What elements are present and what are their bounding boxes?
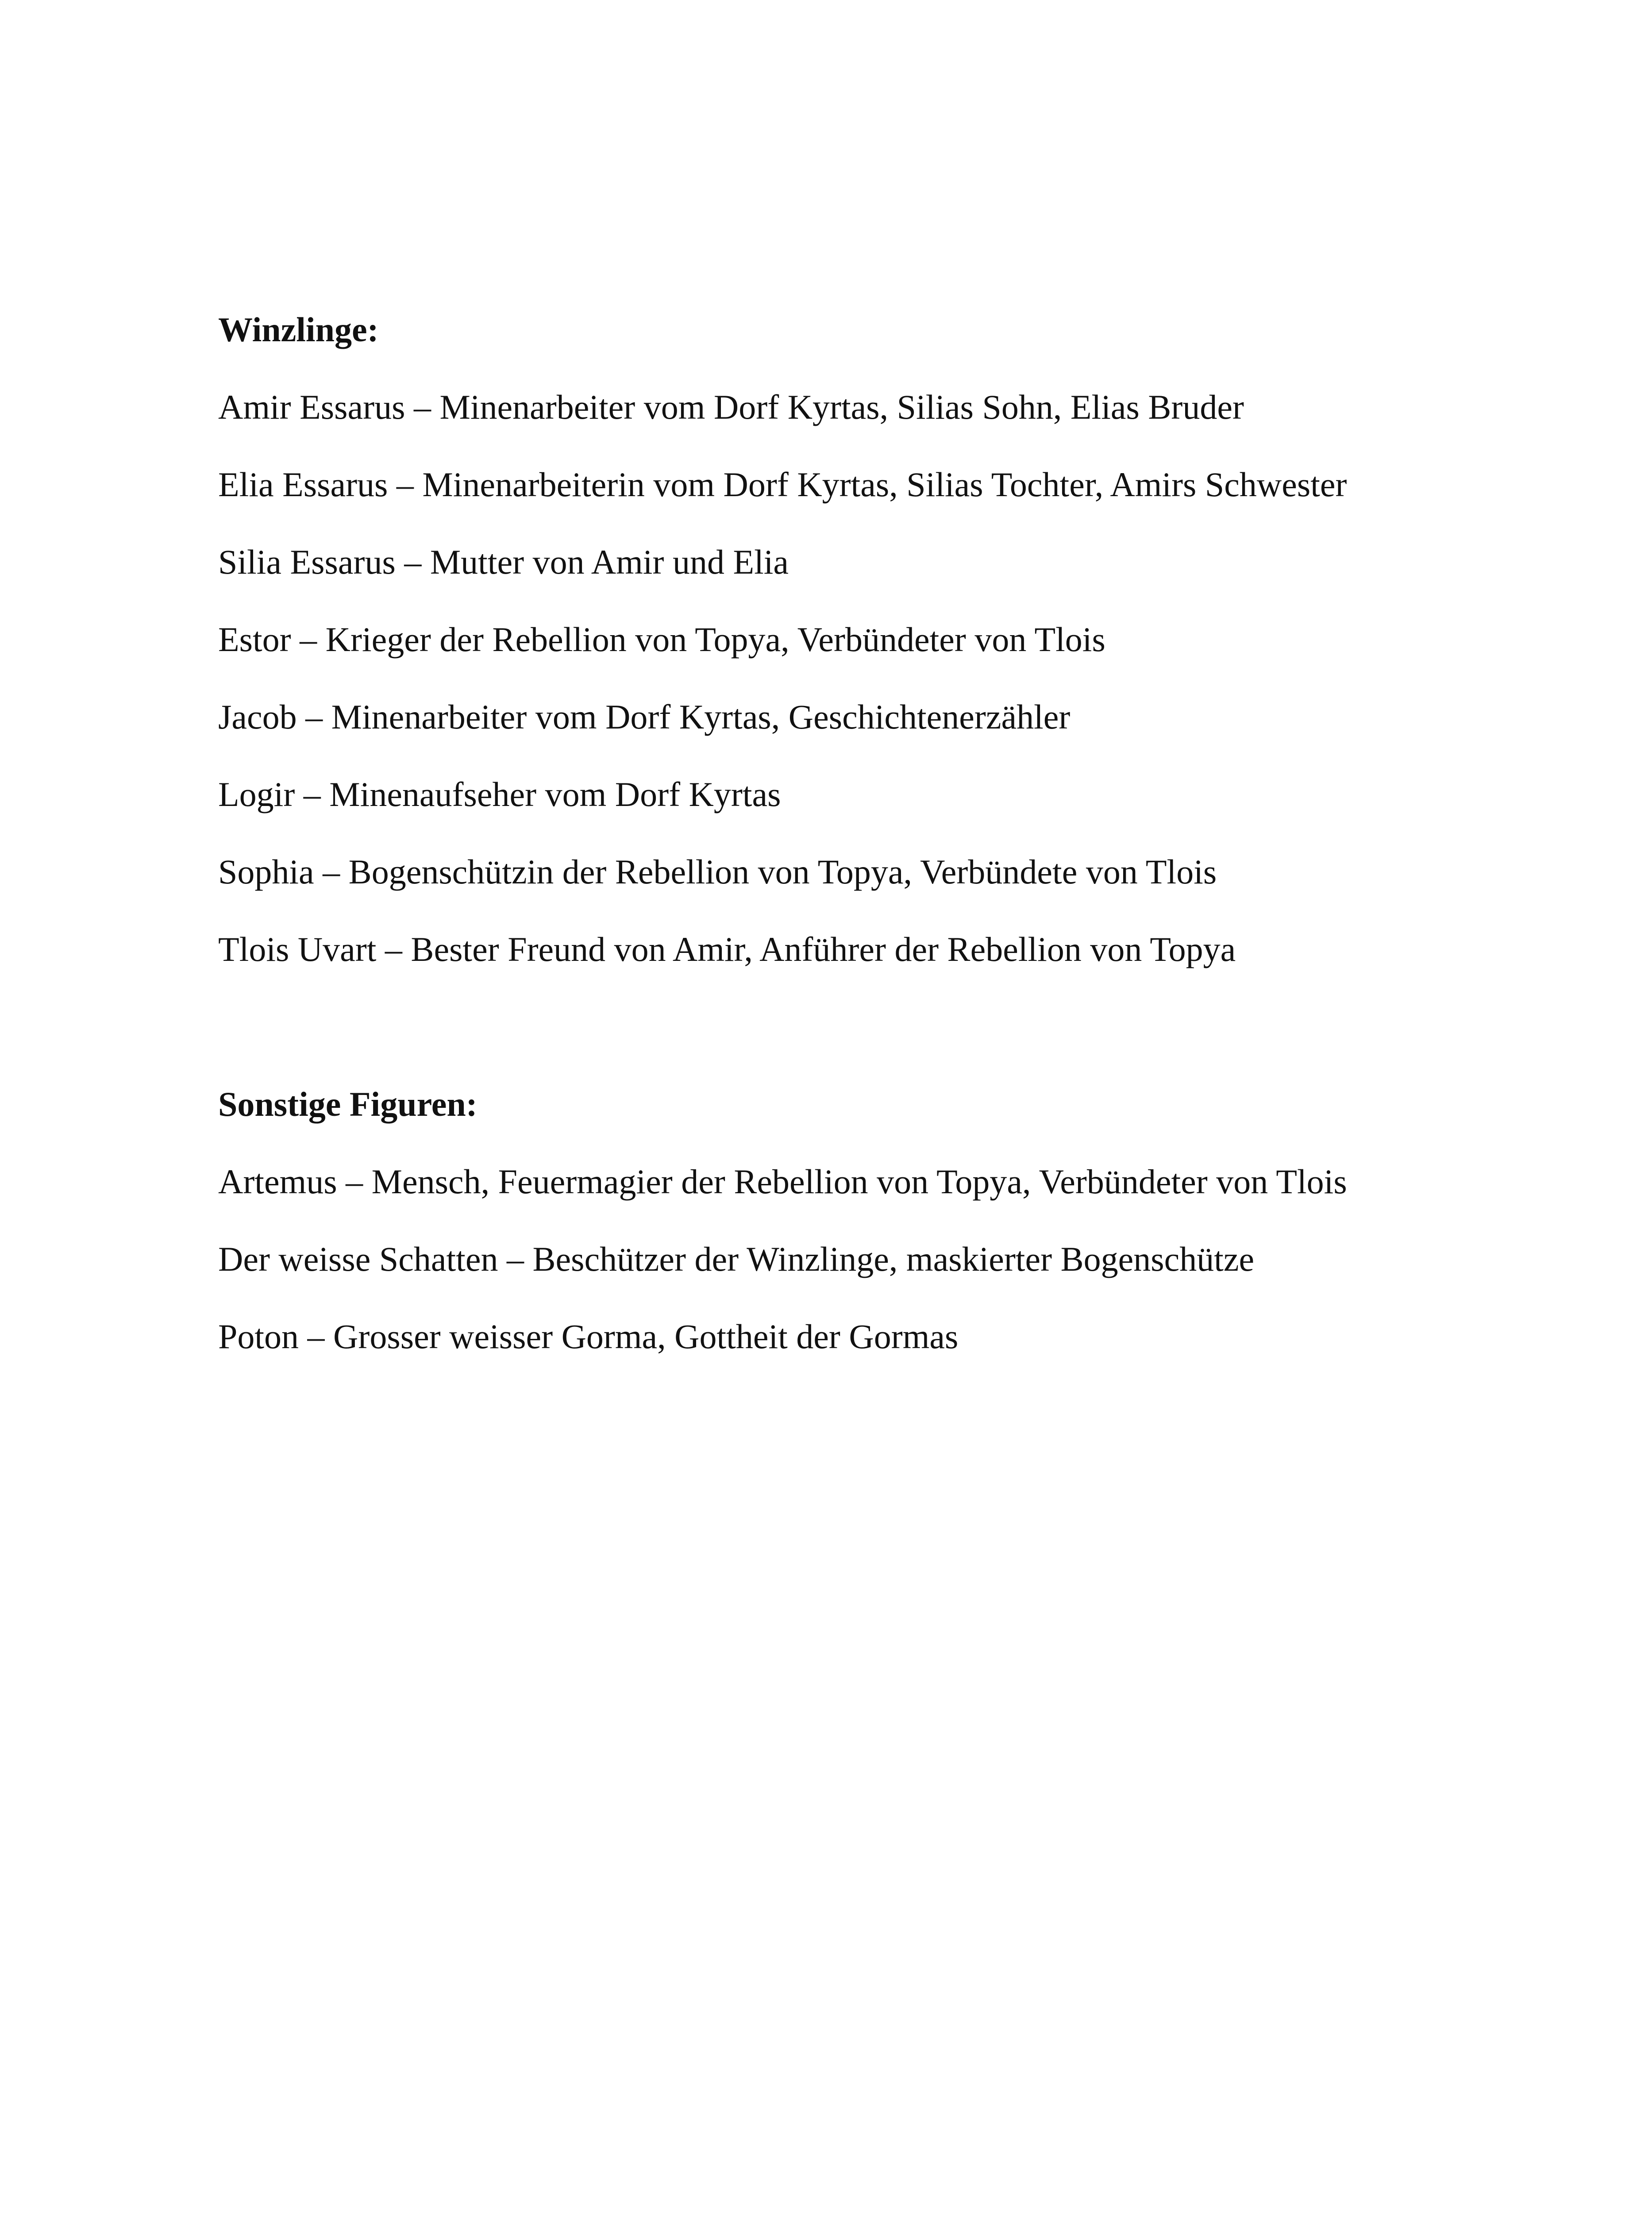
character-list <box>218 305 1448 1390</box>
section-heading: Sonstige Figuren: <box>218 1085 478 1123</box>
section-winzlinge <box>218 305 1448 974</box>
character-entry: Amir Essarus – Minenarbeiter vom Dorf Kyrtas, Silias Sohn, Elias Bruder <box>218 388 1244 426</box>
section-sonstige-figuren <box>218 1080 1448 1361</box>
character-entry: Estor – Krieger der Rebellion von Topya, Verbündeter von Tlois <box>218 620 1105 659</box>
character-entry: Elia Essarus – Minenarbeiterin vom Dorf Kyrtas, Silias Tochter, Amirs Schwester <box>218 465 1347 504</box>
character-entry: Jacob – Minenarbeiter vom Dorf Kyrtas, Geschichtenerzähler <box>218 698 1071 736</box>
character-entry: Der weisse Schatten – Beschützer der Winzlinge, maskierter Bogenschütze <box>218 1240 1255 1278</box>
character-entry: Sophia – Bogenschützin der Rebellion von Topya, Verbündete von Tlois <box>218 852 1217 891</box>
character-entry: Poton – Grosser weisser Gorma, Gottheit der Gormas <box>218 1317 959 1356</box>
character-entry: Logir – Minenaufseher vom Dorf Kyrtas <box>218 775 781 813</box>
character-entry: Silia Essarus – Mutter von Amir und Elia <box>218 543 789 581</box>
section-heading: Winzlinge: <box>218 310 379 349</box>
character-entry: Artemus – Mensch, Feuermagier der Rebellion von Topya, Verbündeter von Tlois <box>218 1162 1347 1201</box>
section-spacer <box>218 1002 1448 1080</box>
character-entry: Tlois Uvart – Bester Freund von Amir, Anführer der Rebellion von Topya <box>218 930 1236 968</box>
